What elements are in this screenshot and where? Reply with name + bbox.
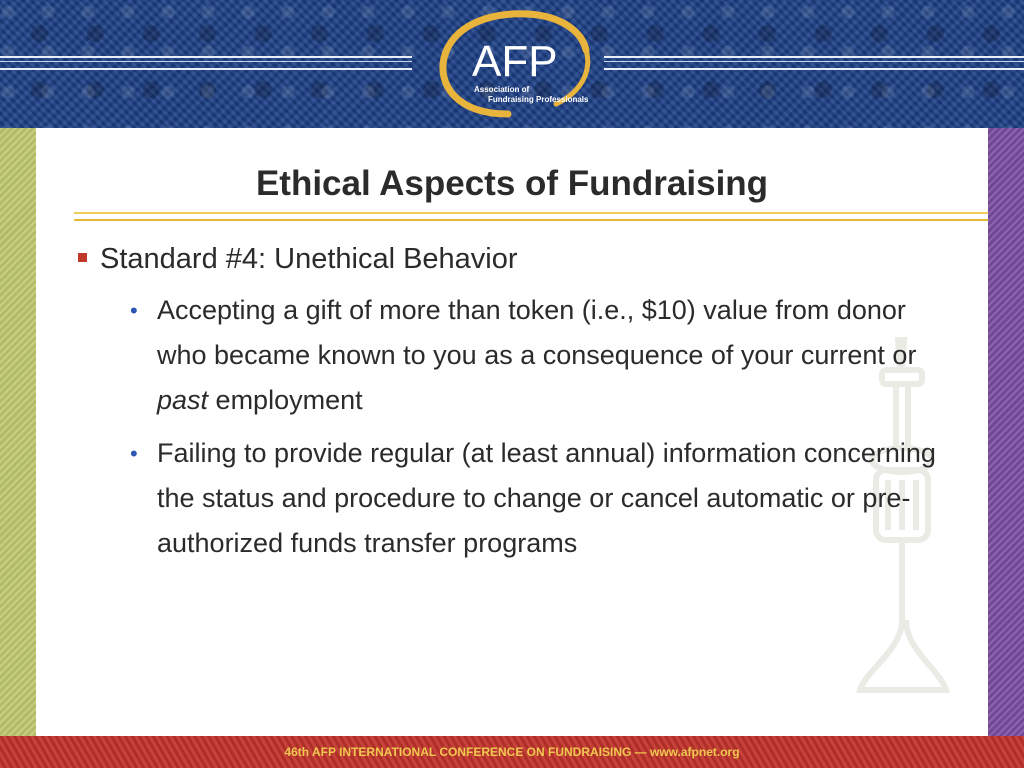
list-item-subbullet-2 [130,431,947,566]
logo-line2: Fundraising Professionals [488,95,589,104]
slide-title: Ethical Aspects of Fundraising [255,164,769,203]
logo-ring-icon [436,10,606,118]
subbullet-2-text: Failing to provide regular (at least annual) information concerning the status and procedure to change or cancel automatic or pre-authorized funds transfer programs [157,438,936,558]
afp-logo [436,10,606,118]
list-item-subbullet-1 [130,288,947,423]
footer-banner [0,736,1024,768]
subbullet-1-text: Accepting a gift of more than token (i.e., $10) value from donor who became known to you as a consequence of your current or [157,295,917,370]
header-rule-right [604,56,1024,70]
square-bullet-icon [78,253,87,262]
slide-body [76,238,956,566]
footer-text: 46th AFP INTERNATIONAL CONFERENCE ON FUNDRAISING — www.afpnet.org [284,745,740,759]
logo-line1: Association of [474,85,530,94]
logo-acronym: AFP [472,37,558,86]
title-underline [74,212,988,221]
list-item-standard [76,238,956,280]
subbullet-1-tail: employment [208,385,363,415]
dot-bullet-icon: • [130,298,138,323]
bullet-main-text: Standard #4: Unethical Behavior [100,243,518,275]
left-side-strip [0,128,36,736]
header-banner [0,0,1024,128]
subbullet-1-emphasis: past [157,385,209,415]
right-side-strip [988,128,1024,736]
dot-bullet-icon: • [130,441,138,466]
header-rule-left [0,56,412,70]
